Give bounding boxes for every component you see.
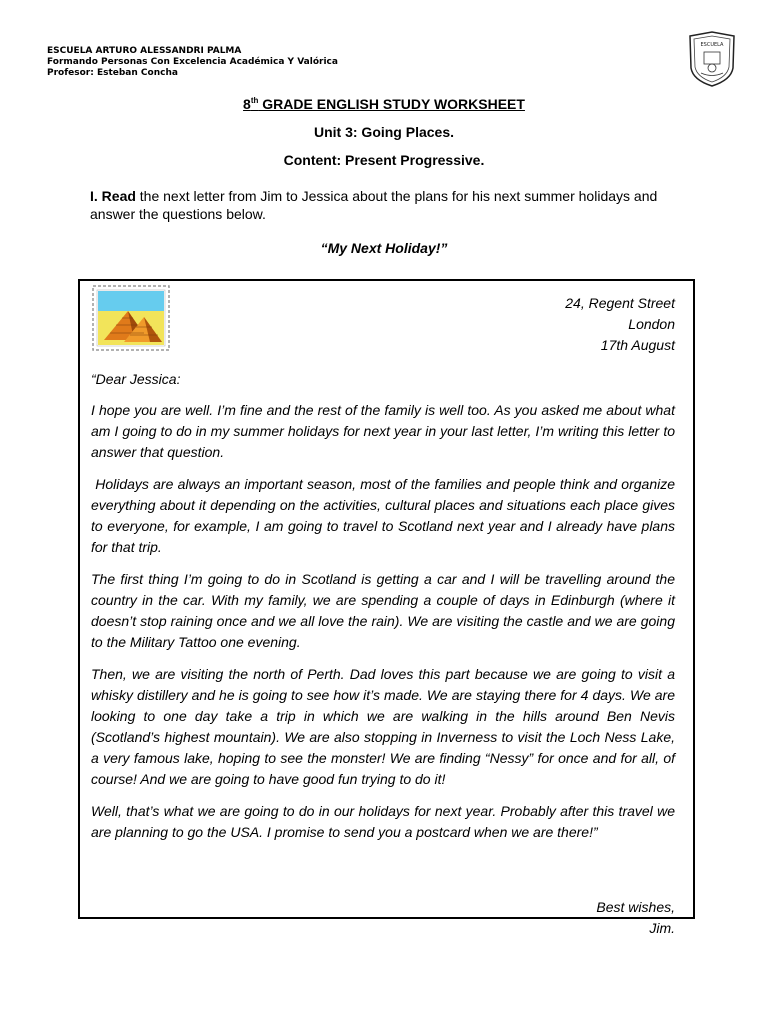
grade-number: 8 bbox=[243, 96, 251, 112]
letter-closing: Best wishes, bbox=[596, 899, 675, 915]
letter-date: 17th August bbox=[600, 337, 675, 353]
letter-signature: Jim. bbox=[649, 920, 675, 936]
address-city: London bbox=[628, 316, 675, 332]
unit-title: Unit 3: Going Places. bbox=[313, 124, 455, 140]
school-motto: Formando Personas Con Excelencia Académica Y Valórica bbox=[47, 57, 338, 67]
sender-address bbox=[565, 293, 675, 356]
crest-label: ESCUELA bbox=[700, 42, 724, 48]
grade-suffix: th bbox=[250, 96, 259, 105]
school-crest-icon bbox=[687, 30, 737, 88]
school-name: ESCUELA ARTURO ALESSANDRI PALMA bbox=[47, 46, 242, 56]
teacher-name: Profesor: Esteban Concha bbox=[47, 68, 178, 78]
letter-paragraph: Then, we are visiting the north of Perth. Dad loves this part because we are going to visit a whisky distillery and he is going to see how it’s made. We are staying there for 4 days. We are looking to one day take a trip in which we are walking in the hills around Ben Nevis (Scotland’s highest mountain). We are also stopping in Inverness to visit the Loch Ness Lake, a very famous lake, hoping to see the monster! We are finding “Nessy” for once and for all, of course! And we are going to have good fun trying to do it! bbox=[91, 666, 675, 787]
school-header bbox=[47, 46, 338, 79]
instruction bbox=[90, 187, 680, 223]
pyramid-stamp-icon bbox=[92, 285, 170, 351]
letter-title: “My Next Holiday!” bbox=[320, 240, 448, 256]
letter-signoff bbox=[596, 897, 675, 939]
letter-paragraph: Holidays are always an important season, most of the families and people think and organize everything about it depending on the activities, cultural places and situations each place gives to everyone, for example, I am going to travel to Scotland next year and I already have plans for that trip. bbox=[91, 476, 679, 555]
letter-body bbox=[91, 369, 679, 854]
instruction-text: the next letter from Jim to Jessica about the plans for his next summer holidays and answer the questions below. bbox=[90, 188, 658, 222]
address-street: 24, Regent Street bbox=[565, 295, 675, 311]
worksheet-title bbox=[0, 96, 768, 112]
letter-paragraph: Well, that’s what we are going to do in our holidays for next year. Probably after this travel we are planning to go the USA. I promise to send you a postcard when we are there!” bbox=[91, 803, 675, 840]
instruction-label: I. Read bbox=[90, 188, 136, 204]
content-title: Content: Present Progressive. bbox=[283, 152, 485, 168]
worksheet-title-text: GRADE ENGLISH STUDY WORKSHEET bbox=[258, 96, 525, 112]
letter-paragraph: I hope you are well. I’m fine and the rest of the family is well too. As you asked me about what am I going to do in my summer holidays for next year in your last letter, I’m writing this letter to answer that question. bbox=[91, 402, 675, 460]
letter-greeting: “Dear Jessica: bbox=[91, 371, 181, 387]
letter-paragraph: The first thing I’m going to do in Scotland is getting a car and I will be travelling around the country in the car. With my family, we are spending a couple of days in Edinburgh (where it doesn’t stop raining once and we all love the rain). We are visiting the castle and we are going to the Military Tattoo one evening. bbox=[91, 571, 675, 650]
